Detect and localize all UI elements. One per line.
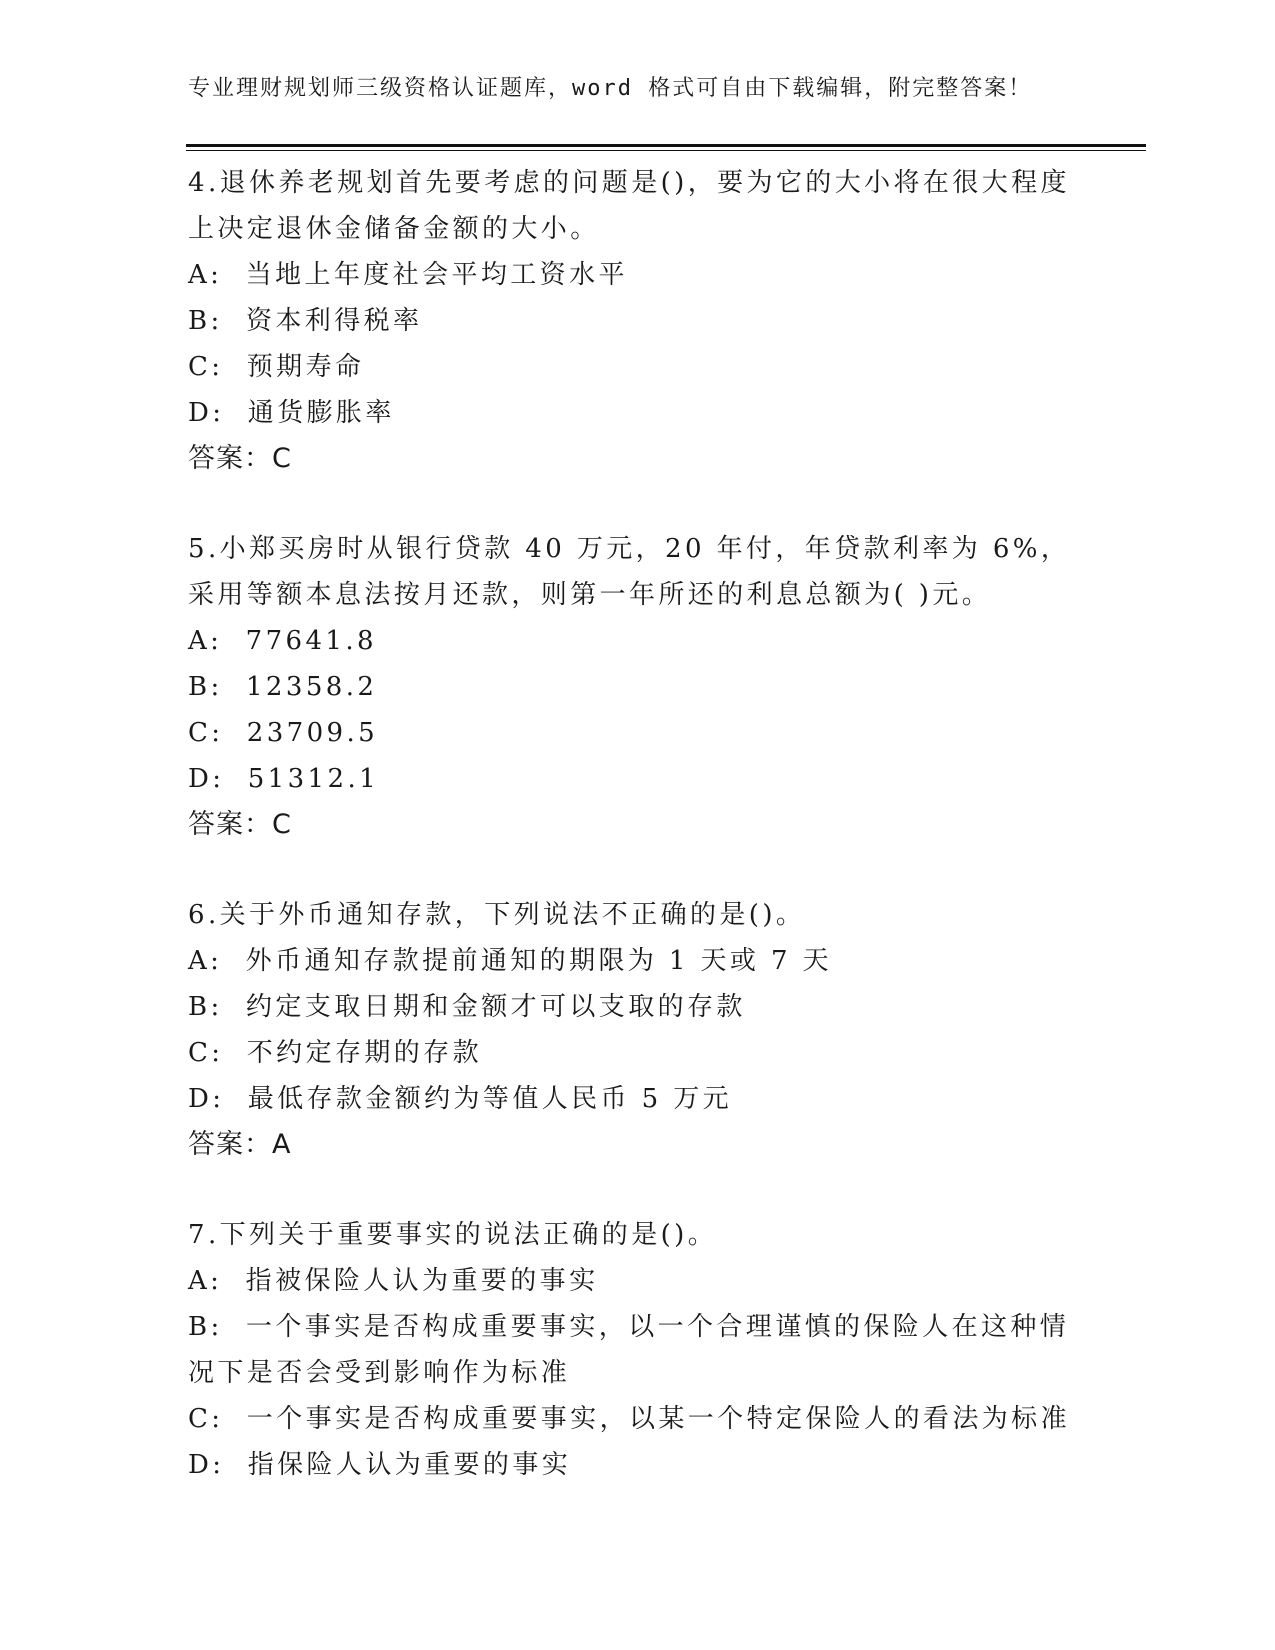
option-b: B: 约定支取日期和金额才可以支取的存款	[188, 992, 746, 1022]
option-a: A: 77641.8	[188, 626, 377, 656]
question-text: 6.关于外币通知存款，下列说法不正确的是()。	[188, 900, 806, 930]
header-divider-thick	[186, 144, 1146, 147]
option-a: A: 外币通知存款提前通知的期限为 1 天或 7 天	[188, 946, 833, 976]
option-c: C: 23709.5	[188, 718, 379, 748]
option-b: B: 一个事实是否构成重要事实，以一个合理谨慎的保险人在这种情况下是否会受到影响作为标准	[188, 1312, 1070, 1388]
option-b: B: 12358.2	[188, 672, 378, 702]
option-d: D: 51312.1	[188, 764, 380, 794]
header-divider-thin	[186, 150, 1146, 151]
question-5	[188, 526, 1088, 848]
option-c: C: 一个事实是否构成重要事实，以某一个特定保险人的看法为标准	[188, 1404, 1070, 1434]
option-b: B: 资本利得税率	[188, 306, 423, 336]
page-header: 专业理财规划师三级资格认证题库，word 格式可自由下载编辑，附完整答案！	[188, 76, 1033, 101]
question-7	[188, 1212, 1088, 1488]
question-4	[188, 160, 1088, 482]
question-text: 7.下列关于重要事实的说法正确的是()。	[188, 1220, 718, 1250]
answer: 答案：A	[188, 1129, 292, 1160]
question-text: 4.退休养老规划首先要考虑的问题是()，要为它的大小将在很大程度上决定退休金储备金额的大小。	[188, 168, 1070, 244]
option-a: A: 指被保险人认为重要的事实	[188, 1266, 599, 1296]
option-d: D: 指保险人认为重要的事实	[188, 1450, 572, 1480]
option-c: C: 不约定存期的存款	[188, 1038, 482, 1068]
answer: 答案：C	[188, 443, 292, 474]
question-6	[188, 892, 1088, 1168]
answer: 答案：C	[188, 809, 292, 840]
question-text: 5.小郑买房时从银行贷款 40 万元，20 年付，年贷款利率为 6%，采用等额本息法按月还款，则第一年所还的利息总额为( )元。	[188, 534, 1071, 610]
option-a: A: 当地上年度社会平均工资水平	[188, 260, 628, 290]
option-c: C: 预期寿命	[188, 352, 365, 382]
question-list	[188, 160, 1088, 1532]
option-d: D: 最低存款金额约为等值人民币 5 万元	[188, 1084, 733, 1114]
option-d: D: 通货膨胀率	[188, 398, 395, 428]
